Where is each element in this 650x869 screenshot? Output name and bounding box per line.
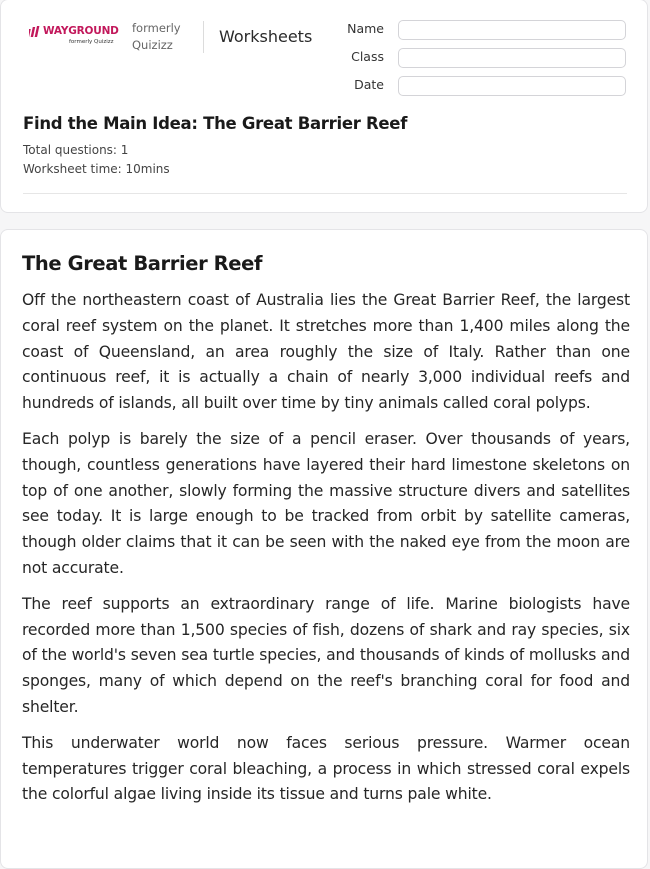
date-label: Date <box>354 77 384 92</box>
worksheet-time: Worksheet time: 10mins <box>23 162 170 176</box>
class-label: Class <box>351 49 384 64</box>
passage-paragraph: This underwater world now faces serious pressure. Warmer ocean temperatures trigger coral bleaching, a process in which stressed coral expels the colorful algae living inside its tissue and turns pale white. <box>22 733 630 804</box>
name-label: Name <box>347 21 384 36</box>
wayground-logo[interactable] <box>29 25 119 49</box>
passage-card <box>0 229 648 869</box>
class-field[interactable] <box>398 48 626 68</box>
date-field[interactable] <box>398 76 626 96</box>
header-divider <box>203 21 204 53</box>
logo-subtext: formerly Quizizz <box>69 39 114 45</box>
name-field[interactable] <box>398 20 626 40</box>
total-questions: Total questions: 1 <box>23 143 129 157</box>
section-label: Worksheets <box>219 27 313 46</box>
worksheet-header <box>0 0 648 213</box>
header-bottom-divider <box>23 193 627 194</box>
passage-title: The Great Barrier Reef <box>22 252 263 275</box>
passage-paragraph: The reef supports an extraordinary range of life. Marine biologists have recorded more than 1,500 species of fish, dozens of shark and ray species, six of the world's seven sea turtle species, and thousands of kinds of mollusks and sponges, many of which depend on the reef's branching coral for food and shelter. <box>22 594 630 716</box>
formerly-label: formerly Quizizz <box>132 21 181 52</box>
passage-body <box>22 288 630 818</box>
wayground-logo-icon <box>29 26 43 38</box>
passage-paragraph: Each polyp is barely the size of a pencil eraser. Over thousands of years, though, countless generations have layered their hard limestone skeletons on top of one another, slowly forming the massive structure divers and satellites see today. It is large enough to be tracked from orbit by satellite cameras, though older claims that it can be seen with the naked eye from the moon are not accurate. <box>22 429 630 577</box>
logo-wordmark: WAYGROUND <box>43 25 119 37</box>
passage-paragraph: Off the northeastern coast of Australia lies the Great Barrier Reef, the largest coral reef system on the planet. It stretches more than 1,400 miles along the coast of Queensland, an area roughly the size of Italy. Rather than one continuous reef, it is actually a chain of nearly 3,000 individual reefs and hundreds of islands, all built over time by tiny animals called coral polyps. <box>22 291 630 413</box>
worksheet-title: Find the Main Idea: The Great Barrier Reef <box>23 114 408 133</box>
